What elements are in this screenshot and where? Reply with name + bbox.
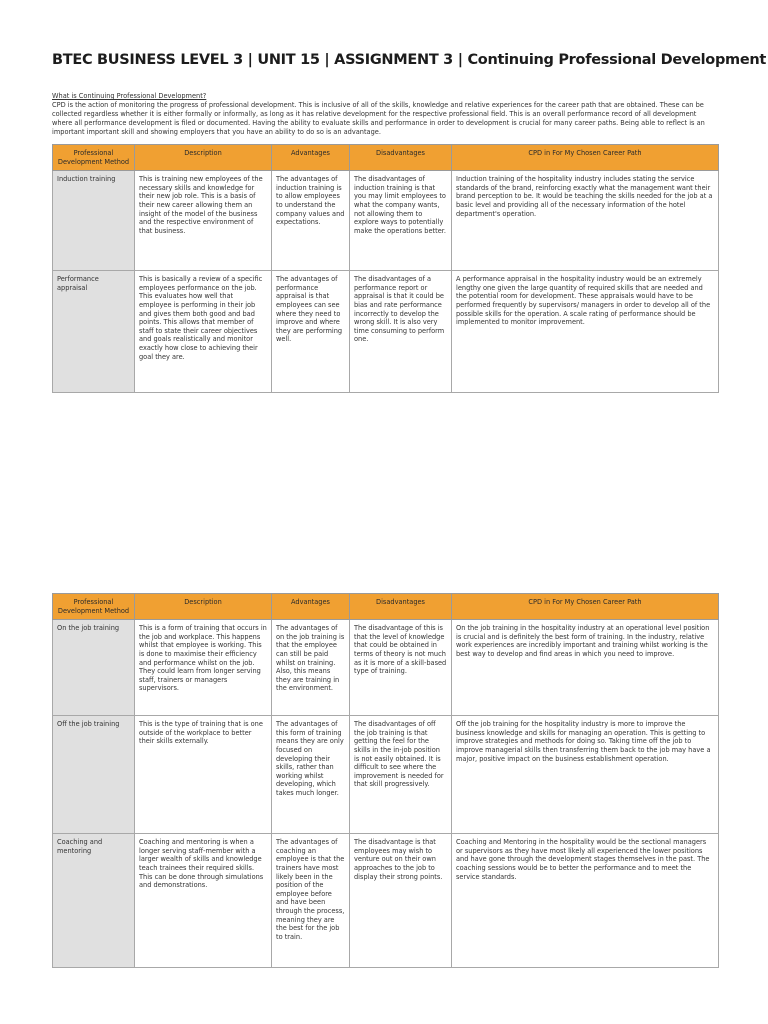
header-method: Professional Development Method [53,594,135,620]
intro-body: CPD is the action of monitoring the progress of professional development. This is inclusive of all of the skills, knowledge and relative experiences for the career path that are obtained. These can be collected regardless whether it is either formally or informally, as long as it has relative development for the respective professional field. This is an overall performance record of all development where all performance development is filed or documented. Having the ability to evaluate skills and performance in order to development is crucial for many career paths. Being able to reflect is an important important skill and showing employers that you have an ability to do so is an advantage. [52,101,705,136]
method-cell: Off the job training [53,716,135,834]
cpd-cell: A performance appraisal in the hospitality industry would be an extremely lengthy one given the large quantity of required skills that are needed and the potential room for development. These appraisals would have to be performed frequently by supervisors/ managers in order to develop all of the possible skills for the operation. A scale rating of performance should be implemented to monitor improvement. [452,271,719,393]
disadvantages-cell: The disadvantages of off the job training is that getting the feel for the skills in the in-job position is not easily obtained. It is difficult to see where the improvement is needed for that skill progressively. [350,716,452,834]
header-advantages: Advantages [272,145,350,171]
header-description: Description [135,594,272,620]
header-cpd: CPD in For My Chosen Career Path [452,594,719,620]
document-title: BTEC BUSINESS LEVEL 3 | UNIT 15 | ASSIGNMENT 3 | Continuing Professional Development [52,52,767,68]
table-row [53,834,719,968]
disadvantages-cell: The disadvantages of a performance report or appraisal is that it could be bias and rate performance incorrectly to develop the wrong skill. It is also very time consuming to perform one. [350,271,452,393]
table-row [53,271,719,393]
description-cell: This is a form of training that occurs in the job and workplace. This happens whilst that employee is working. This is done to maximise their efficiency and performance whilst on the job. They could learn from longer serving staff, trainers or managers supervisors. [135,620,272,716]
header-disadvantages: Disadvantages [350,594,452,620]
cpd-cell: Coaching and Mentoring in the hospitality would be the sectional managers or supervisors as they have most likely all experienced the lower positions and have gone through the development stages themselves in the past. The coaching sessions would be to better the performance and to meet the service standards. [452,834,719,968]
disadvantages-cell: The disadvantage is that employees may wish to venture out on their own approaches to the job to display their strong points. [350,834,452,968]
header-disadvantages: Disadvantages [350,145,452,171]
description-cell: This is basically a review of a specific employees performance on the job. This evaluates how well that employee is performing in their job and gives them both good and bad points. This allows that member of staff to state their career objectives and goals realistically and monitor exactly how close to achieving their goal they are. [135,271,272,393]
advantages-cell: The advantages of this form of training means they are only focused on developing their skills, rather than working whilst developing, which takes much longer. [272,716,350,834]
advantages-cell: The advantages of coaching an employee is that the trainers have most likely been in the position of the employee before and have been through the process, meaning they are the best for the job to train. [272,834,350,968]
cpd-table-1 [52,144,719,393]
intro-section [52,92,718,137]
advantages-cell: The advantages of on the job training is that the employee can still be paid whilst on training. Also, this means they are training in the environment. [272,620,350,716]
description-cell: Coaching and mentoring is when a longer serving staff-member with a larger wealth of skills and knowledge teach trainees their required skills. This can be done through simulations and demonstrations. [135,834,272,968]
advantages-cell: The advantages of induction training is to allow employees to understand the company values and expectations. [272,171,350,271]
method-cell: Induction training [53,171,135,271]
cpd-table-2 [52,593,719,968]
method-cell: Performance appraisal [53,271,135,393]
table-header-row [53,594,719,620]
disadvantages-cell: The disadvantages of induction training is that you may limit employees to what the company wants, not allowing them to explore ways to potentially make the operations better. [350,171,452,271]
table-row [53,620,719,716]
header-cpd: CPD in For My Chosen Career Path [452,145,719,171]
description-cell: This is training new employees of the necessary skills and knowledge for their new job role. This is a basis of their new career allowing them an insight of the model of the business and the respective environment of that business. [135,171,272,271]
method-cell: On the job training [53,620,135,716]
method-cell: Coaching and mentoring [53,834,135,968]
table-row [53,171,719,271]
cpd-cell: Induction training of the hospitality industry includes stating the service standards of the brand, reinforcing exactly what the management want their brand perception to be. It would be teaching the skills needed for the job at a basic level and providing all of the necessary information of the hotel department's operation. [452,171,719,271]
header-method: Professional Development Method [53,145,135,171]
cpd-cell: On the job training in the hospitality industry at an operational level position is crucial and is definitely the best form of training. In the industry, relative work experiences are incredibly important and training whilst working is the best way to develop and find areas in which you need to improve. [452,620,719,716]
disadvantages-cell: The disadvantage of this is that the level of knowledge that could be obtained in terms of theory is not much as it is more of a skill-based type of training. [350,620,452,716]
table-row [53,716,719,834]
advantages-cell: The advantages of performance appraisal is that employees can see where they need to improve and where they are performing well. [272,271,350,393]
table-header-row [53,145,719,171]
header-description: Description [135,145,272,171]
intro-heading: What is Continuing Professional Development? [52,92,207,100]
header-advantages: Advantages [272,594,350,620]
description-cell: This is the type of training that is one outside of the workplace to better their skills externally. [135,716,272,834]
cpd-cell: Off the job training for the hospitality industry is more to improve the business knowledge and skills for managing an operation. This is getting to improve strategies and methods for doing so. Taking time off the job to improve managerial skills then transferring them back to the job may have a major, positive impact on the business establishment operation. [452,716,719,834]
